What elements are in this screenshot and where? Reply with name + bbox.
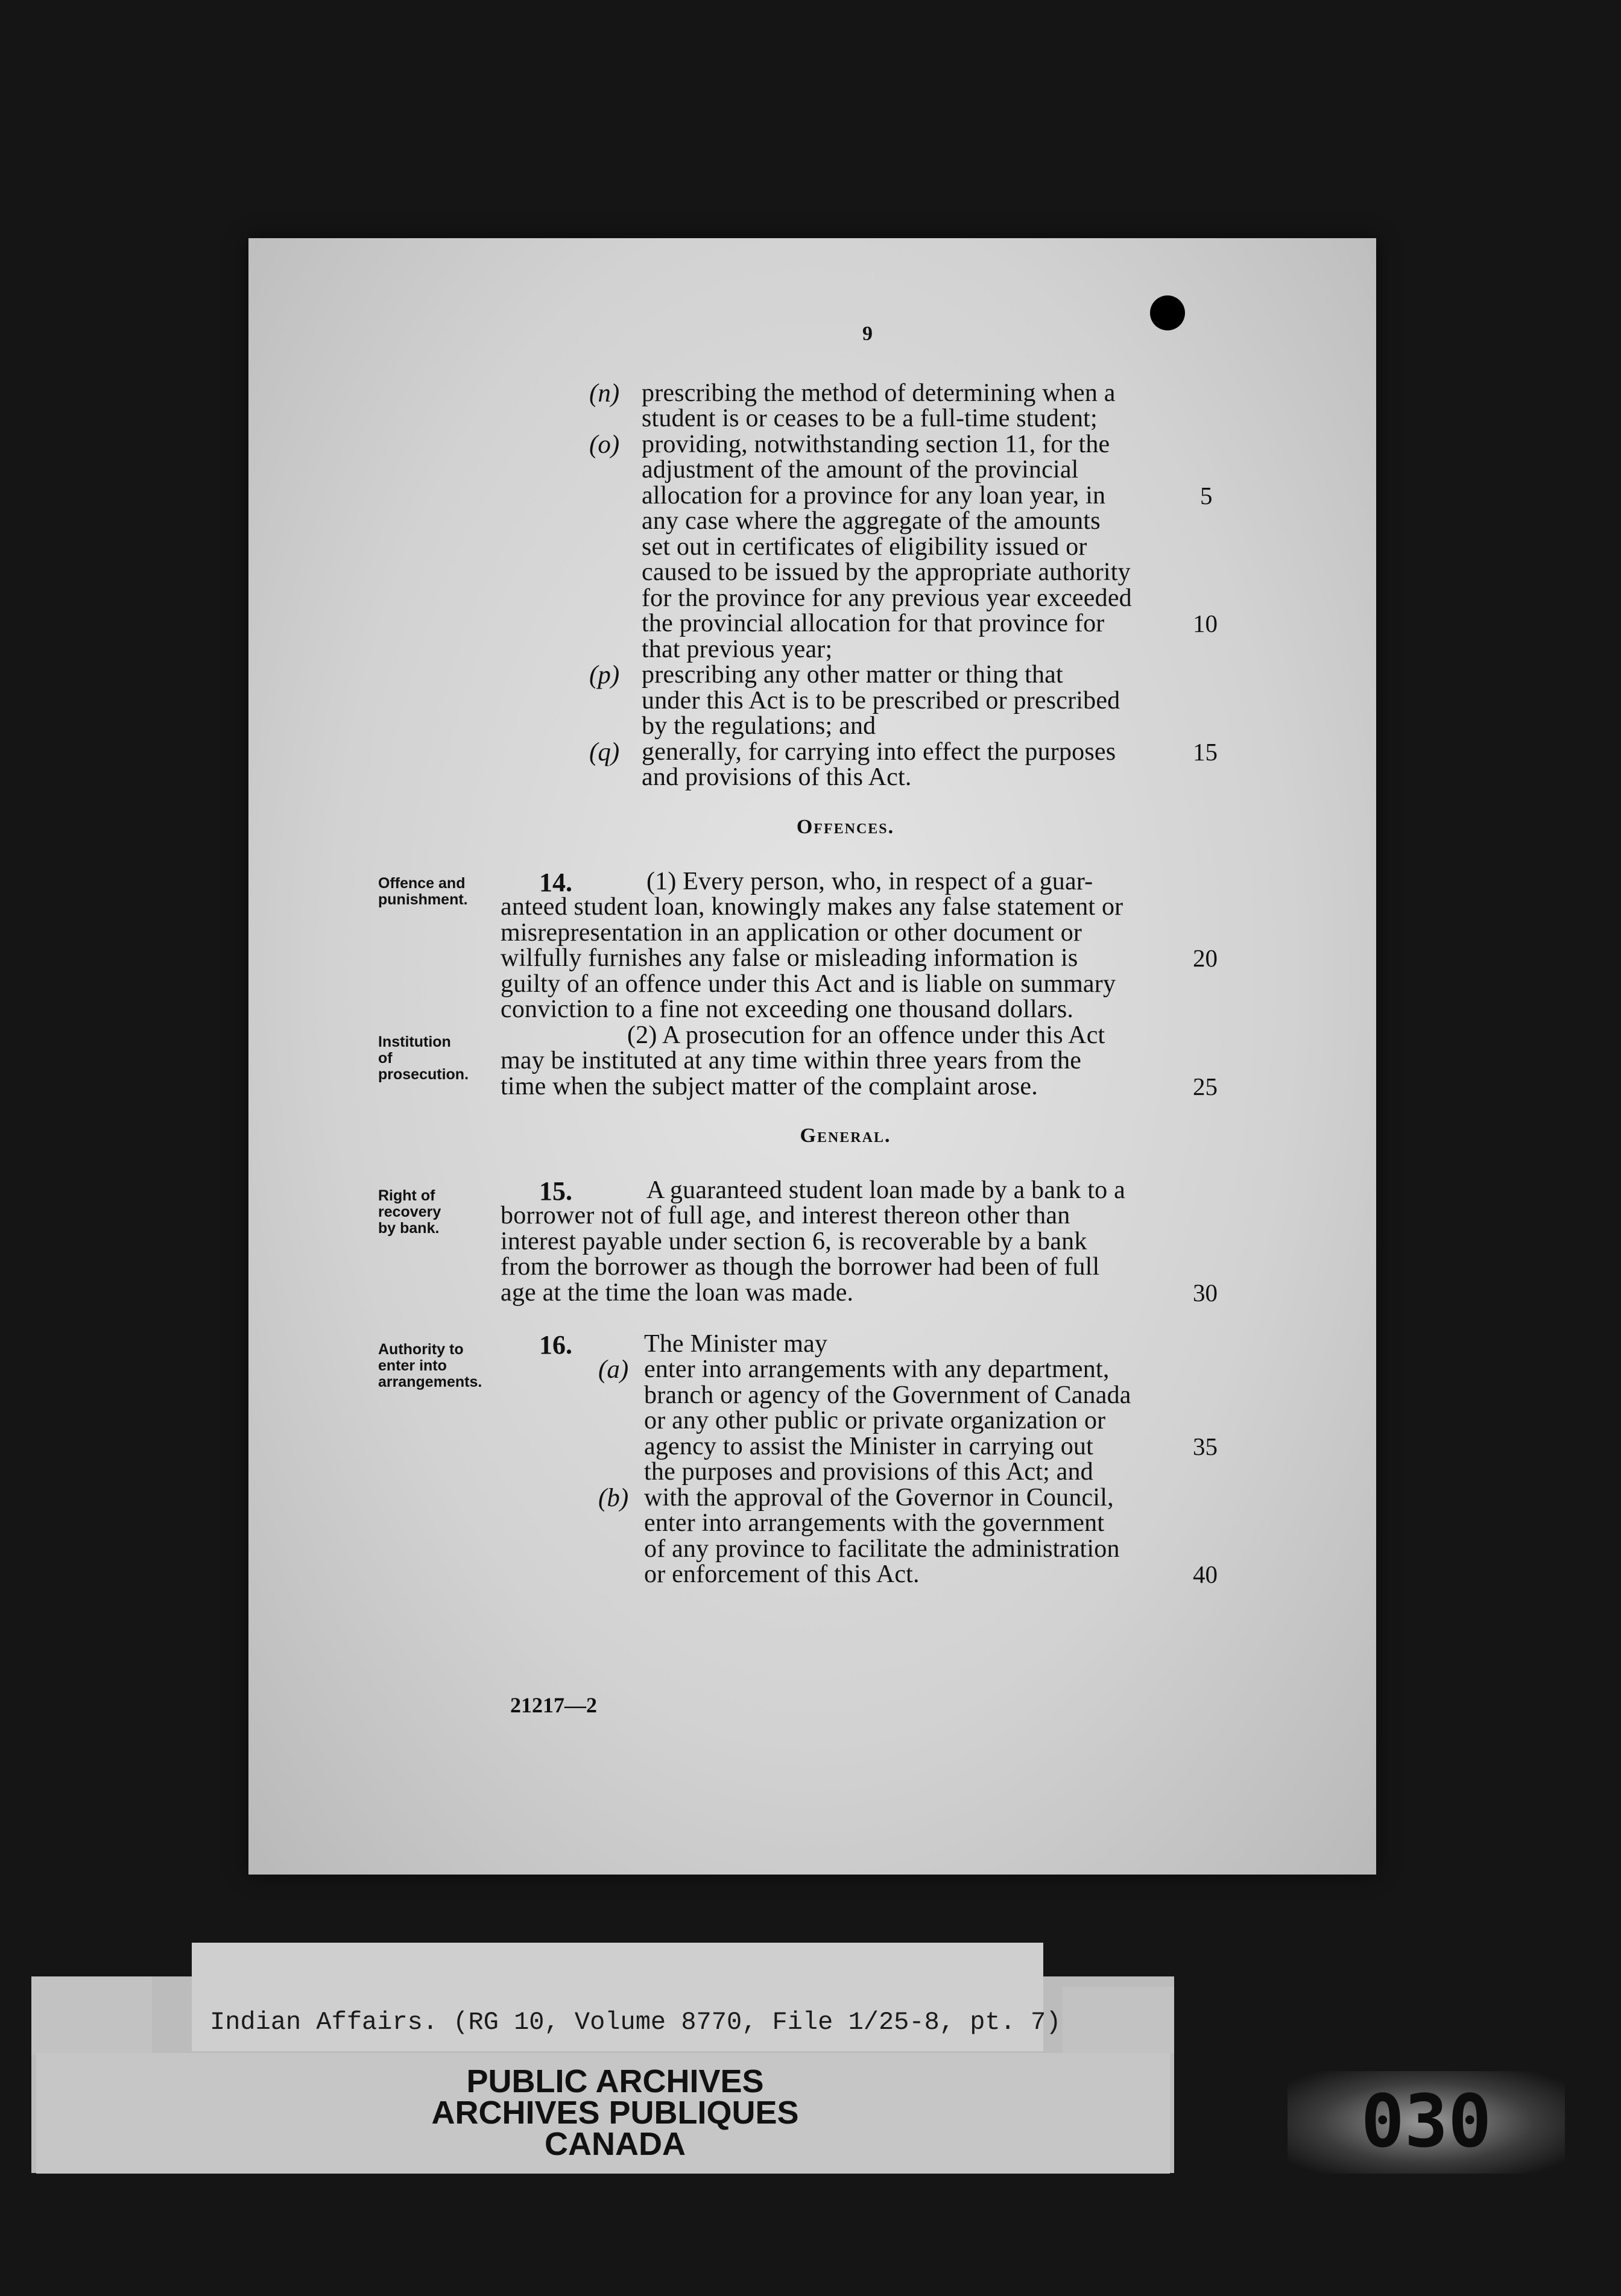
text-line: prescribing any other matter or thing that bbox=[642, 661, 1063, 689]
text-line: borrower not of full age, and interest thereon other than bbox=[501, 1202, 1070, 1229]
document-page bbox=[248, 238, 1376, 1875]
text-line: guilty of an offence under this Act and is liable on summary bbox=[501, 970, 1116, 998]
frame-number: 030 bbox=[1288, 2071, 1565, 2174]
text-line: The Minister may bbox=[644, 1330, 828, 1358]
text-line: conviction to a fine not exceeding one thousand dollars. bbox=[501, 995, 1074, 1023]
text-line: or any other public or private organization or bbox=[644, 1407, 1106, 1434]
text-line: (2) A prosecution for an offence under this Act bbox=[627, 1021, 1105, 1049]
archive-name-en: PUBLIC ARCHIVES bbox=[466, 2063, 764, 2099]
paragraph-label-q: (q) bbox=[589, 738, 620, 766]
line-number: 20 bbox=[1193, 944, 1218, 972]
ink-spot bbox=[1150, 295, 1185, 330]
margin-note-recovery: Right of recovery by bank. bbox=[378, 1187, 441, 1237]
archive-country: CANADA bbox=[545, 2126, 686, 2162]
text-line: time when the subject matter of the complaint arose. bbox=[501, 1073, 1038, 1100]
heading-offences: Offences. bbox=[796, 816, 895, 838]
text-line: adjustment of the amount of the provincial bbox=[642, 456, 1079, 484]
line-number: 10 bbox=[1193, 610, 1218, 637]
text-line: generally, for carrying into effect the purposes bbox=[642, 738, 1116, 766]
text-line: branch or agency of the Government of Canada bbox=[644, 1381, 1131, 1409]
section-number-16: 16. bbox=[539, 1330, 572, 1360]
heading-general: General. bbox=[800, 1124, 891, 1147]
text-line: and provisions of this Act. bbox=[642, 763, 912, 791]
line-number: 25 bbox=[1193, 1073, 1218, 1100]
text-line: enter into arrangements with any department, bbox=[644, 1355, 1110, 1383]
text-line: or enforcement of this Act. bbox=[644, 1560, 920, 1588]
text-line: misrepresentation in an application or other document or bbox=[501, 919, 1082, 947]
text-line: of any province to facilitate the administration bbox=[644, 1535, 1120, 1563]
text-line: any case where the aggregate of the amounts bbox=[642, 507, 1101, 535]
text-line: A guaranteed student loan made by a bank to a bbox=[646, 1176, 1125, 1204]
text-line: wilfully furnishes any false or misleading information is bbox=[501, 944, 1078, 972]
document-code: 21217—2 bbox=[510, 1693, 597, 1717]
text-line: enter into arrangements with the government bbox=[644, 1509, 1105, 1537]
archive-name-fr: ARCHIVES PUBLIQUES bbox=[431, 2095, 799, 2131]
text-line: the purposes and provisions of this Act; and bbox=[644, 1458, 1093, 1486]
item-label-b: (b) bbox=[598, 1484, 629, 1512]
text-line: anteed student loan, knowingly makes any false statement or bbox=[501, 893, 1123, 921]
line-number: 15 bbox=[1193, 738, 1218, 766]
text-line: set out in certificates of eligibility issued or bbox=[642, 533, 1087, 561]
archive-card-tab-right bbox=[1063, 1987, 1174, 2053]
text-line: caused to be issued by the appropriate authority bbox=[642, 558, 1131, 586]
margin-note-prosecution: Institution of prosecution. bbox=[378, 1033, 469, 1083]
line-number: 35 bbox=[1193, 1433, 1218, 1460]
text-line: from the borrower as though the borrower had been of full bbox=[501, 1253, 1100, 1281]
text-line: for the province for any previous year exceeded bbox=[642, 584, 1132, 612]
section-number-14: 14. bbox=[539, 868, 572, 897]
text-line: prescribing the method of determining when a bbox=[642, 379, 1116, 407]
section-number-15: 15. bbox=[539, 1176, 572, 1206]
archive-caption: Indian Affairs. (RG 10, Volume 8770, File 1/25-8, pt. 7) bbox=[210, 2008, 1061, 2037]
page-number: 9 bbox=[862, 323, 873, 345]
text-line: agency to assist the Minister in carrying out bbox=[644, 1433, 1094, 1460]
margin-note-offence: Offence and punishment. bbox=[378, 875, 468, 908]
text-line: allocation for a province for any loan year, in bbox=[642, 482, 1106, 509]
text-line: the provincial allocation for that province for bbox=[642, 610, 1105, 637]
paragraph-label-p: (p) bbox=[589, 661, 620, 689]
text-line: by the regulations; and bbox=[642, 712, 876, 740]
text-line: that previous year; bbox=[642, 636, 833, 663]
line-number: 30 bbox=[1193, 1279, 1218, 1307]
text-line: age at the time the loan was made. bbox=[501, 1279, 854, 1307]
margin-note-authority: Authority to enter into arrangements. bbox=[378, 1341, 482, 1390]
paragraph-label-o: (o) bbox=[589, 430, 620, 459]
archive-card-tab-left bbox=[31, 1976, 152, 2055]
text-line: (1) Every person, who, in respect of a guar- bbox=[646, 868, 1093, 895]
text-line: providing, notwithstanding section 11, for the bbox=[642, 430, 1110, 458]
text-line: interest payable under section 6, is recoverable by a bank bbox=[501, 1228, 1087, 1255]
text-line: under this Act is to be prescribed or prescribed bbox=[642, 687, 1120, 714]
line-number: 5 bbox=[1200, 482, 1213, 509]
paragraph-label-n: (n) bbox=[589, 379, 620, 408]
line-number: 40 bbox=[1193, 1560, 1218, 1588]
text-line: student is or ceases to be a full-time student; bbox=[642, 405, 1098, 432]
text-line: may be instituted at any time within three years from the bbox=[501, 1047, 1082, 1074]
text-line: with the approval of the Governor in Council, bbox=[644, 1484, 1114, 1512]
item-label-a: (a) bbox=[598, 1355, 629, 1384]
